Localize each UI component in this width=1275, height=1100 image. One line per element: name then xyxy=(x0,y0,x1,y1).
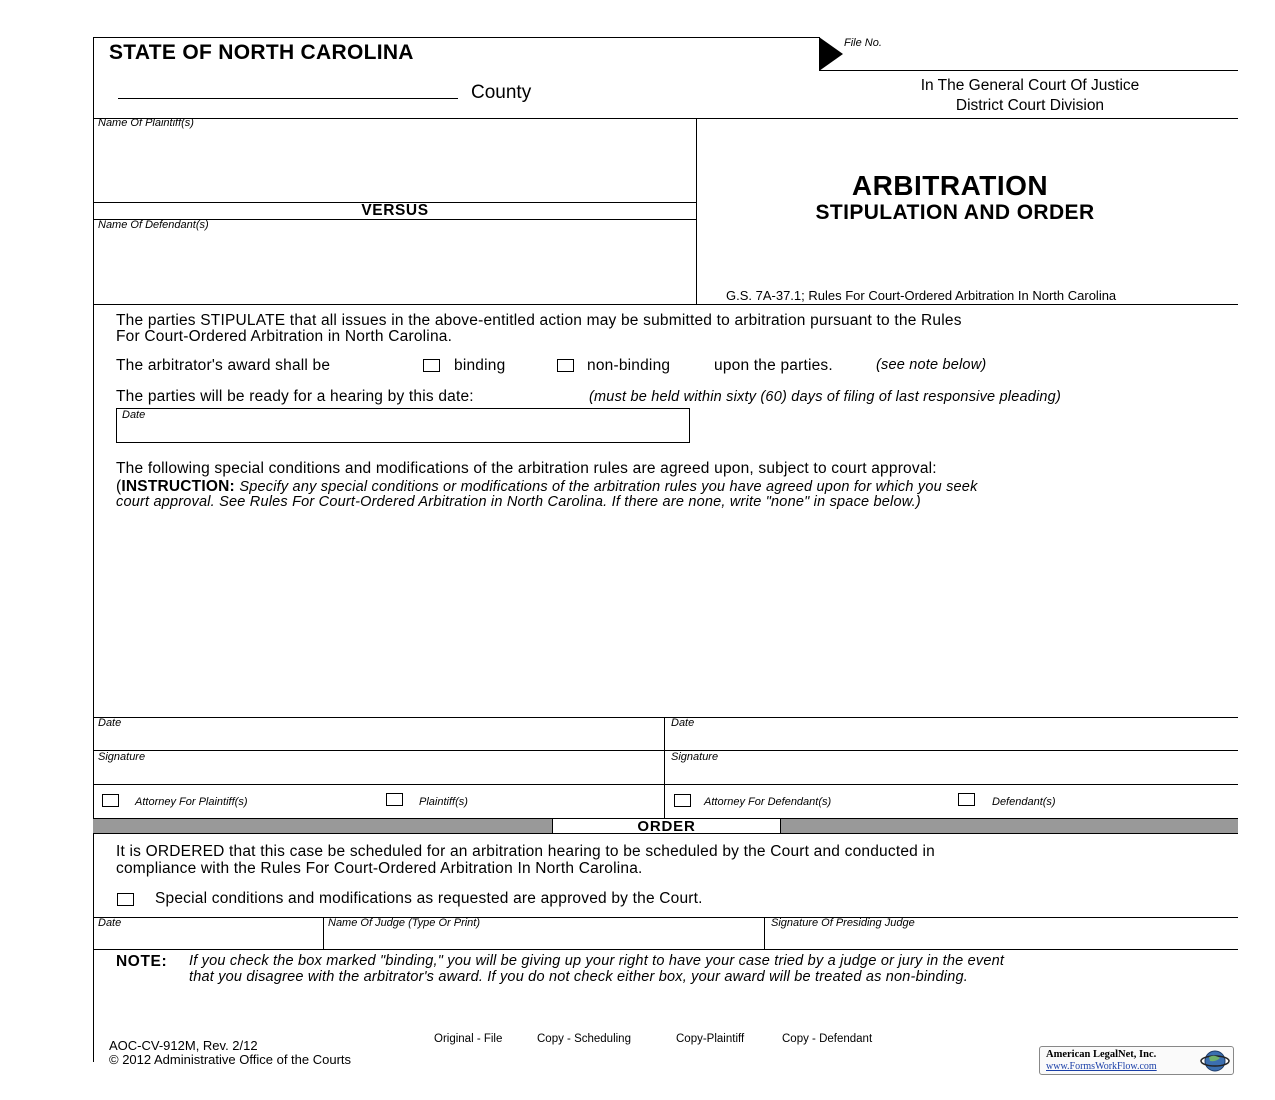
order-bar-right xyxy=(781,818,1238,834)
plaintiff-role-label: Plaintiff(s) xyxy=(419,796,468,808)
order-heading: ORDER xyxy=(637,818,696,835)
date-row-bottom xyxy=(93,750,1238,751)
hearing-note: (must be held within sixty (60) days of filing of last responsive pleading) xyxy=(589,389,1061,405)
stipulation-top-border xyxy=(93,304,1238,305)
non-binding-label: non-binding xyxy=(587,357,671,374)
instruction-open-paren: ( xyxy=(116,478,122,495)
plaintiff-signature-field[interactable] xyxy=(94,765,664,784)
instruction-line-2: court approval. See Rules For Court-Ordered Arbitration in North Carolina. If there are none, write "none" in space below.) xyxy=(116,494,921,510)
attorney-plaintiff-label: Attorney For Plaintiff(s) xyxy=(135,796,248,808)
versus-label: VERSUS xyxy=(361,202,429,219)
court-line-2: District Court Division xyxy=(955,97,1105,114)
binding-checkbox[interactable] xyxy=(423,359,440,372)
globe-icon xyxy=(1198,1049,1231,1073)
parties-top-border xyxy=(93,118,1238,119)
logo-company-name: American LegalNet, Inc. xyxy=(1046,1049,1157,1060)
special-conditions-area[interactable] xyxy=(94,515,1238,717)
note-label: NOTE: xyxy=(116,953,168,970)
defendant-role-label: Defendant(s) xyxy=(992,796,1056,808)
order-bar-left xyxy=(93,818,552,834)
county-line[interactable] xyxy=(118,98,458,99)
note-line-2: that you disagree with the arbitrator's award. If you do not check either box, your award will be treated as non-binding. xyxy=(189,969,968,985)
see-note-text: (see note below) xyxy=(876,357,987,373)
special-approved-label: Special conditions and modifications as requested are approved by the Court. xyxy=(155,890,703,907)
signature-top-border xyxy=(93,717,1238,718)
judge-signature-field[interactable] xyxy=(765,931,1238,949)
attorney-plaintiff-checkbox[interactable] xyxy=(102,794,119,807)
instruction-text-1: Specify any special conditions or modifications of the arbitration rules you have agreed upon for which you seek xyxy=(239,479,978,495)
defendant-signature-label: Signature xyxy=(671,751,719,763)
defendant-label: Name Of Defendant(s) xyxy=(98,219,209,231)
plaintiff-date-field[interactable] xyxy=(94,731,664,750)
court-line-1: In The General Court Of Justice xyxy=(920,77,1140,94)
plaintiff-field[interactable] xyxy=(94,132,696,202)
copyright: © 2012 Administrative Office of the Courts xyxy=(109,1052,352,1067)
defendant-field[interactable] xyxy=(94,234,696,304)
note-line-1: If you check the box marked "binding," you will be giving up your right to have your case tried by a judge or jury in the event xyxy=(189,953,1005,969)
signature-row-bottom xyxy=(93,784,1238,785)
file-no-line[interactable] xyxy=(819,70,1238,71)
defendant-checkbox[interactable] xyxy=(958,793,975,806)
distribution-plaintiff: Copy-Plaintiff xyxy=(676,1033,745,1045)
distribution-original: Original - File xyxy=(434,1033,503,1045)
special-conditions-line: The following special conditions and modifications of the arbitration rules are agreed upon, subject to court approval: xyxy=(116,460,937,477)
top-border xyxy=(93,37,820,38)
award-prefix: The arbitrator's award shall be xyxy=(116,357,331,374)
judge-signature-label: Signature Of Presiding Judge xyxy=(771,917,915,929)
state-title: STATE OF NORTH CAROLINA xyxy=(109,41,414,64)
file-no-arrow-icon xyxy=(819,37,845,71)
logo-url[interactable]: www.FormsWorkFlow.com xyxy=(1046,1061,1157,1072)
distribution-defendant: Copy - Defendant xyxy=(782,1033,873,1045)
plaintiff-signature-label: Signature xyxy=(98,751,146,763)
order-date-label: Date xyxy=(98,917,122,929)
distribution-scheduling: Copy - Scheduling xyxy=(537,1033,631,1045)
attorney-defendant-label: Attorney For Defendant(s) xyxy=(704,796,832,808)
order-line-2: compliance with the Rules For Court-Ordered Arbitration In North Carolina. xyxy=(116,860,643,877)
binding-label: binding xyxy=(454,357,506,374)
plaintiff-label: Name Of Plaintiff(s) xyxy=(98,117,194,129)
instruction-label: INSTRUCTION: xyxy=(121,478,235,495)
county-label: County xyxy=(471,82,532,103)
non-binding-checkbox[interactable] xyxy=(557,359,574,372)
plaintiff-checkbox[interactable] xyxy=(386,793,403,806)
stipulation-line-1: The parties STIPULATE that all issues in the above-entitled action may be submitted to arbitration pursuant to the Rules xyxy=(116,312,962,329)
defendant-date-field[interactable] xyxy=(665,731,1238,750)
judge-name-label: Name Of Judge (Type Or Print) xyxy=(328,917,481,929)
defendant-signature-field[interactable] xyxy=(665,765,1238,784)
order-line-1: It is ORDERED that this case be scheduled for an arbitration hearing to be scheduled by the Court and conducted in xyxy=(116,843,935,860)
judge-row-bottom xyxy=(93,949,1238,950)
form-subtitle: STIPULATION AND ORDER xyxy=(815,201,1095,224)
award-suffix: upon the parties. xyxy=(714,357,833,374)
special-approved-checkbox[interactable] xyxy=(117,893,134,906)
judge-name-field[interactable] xyxy=(324,931,763,949)
stipulation-line-2: For Court-Ordered Arbitration in North Carolina. xyxy=(116,328,453,345)
plaintiff-date-label: Date xyxy=(98,717,122,729)
order-date-field[interactable] xyxy=(94,931,322,949)
statute-reference: G.S. 7A-37.1; Rules For Court-Ordered Arbitration In North Carolina xyxy=(726,288,1117,303)
hearing-prefix: The parties will be ready for a hearing by this date: xyxy=(116,388,474,405)
attorney-defendant-checkbox[interactable] xyxy=(674,794,691,807)
form-number: AOC-CV-912M, Rev. 2/12 xyxy=(109,1038,258,1053)
hearing-date-label: Date xyxy=(122,409,146,421)
form-title: ARBITRATION xyxy=(851,170,1049,201)
judge-row-top xyxy=(93,917,1238,918)
file-no-label: File No. xyxy=(844,37,882,49)
hearing-date-field[interactable] xyxy=(116,408,690,443)
legalnet-logo[interactable] xyxy=(1039,1046,1234,1075)
defendant-date-label: Date xyxy=(671,717,695,729)
